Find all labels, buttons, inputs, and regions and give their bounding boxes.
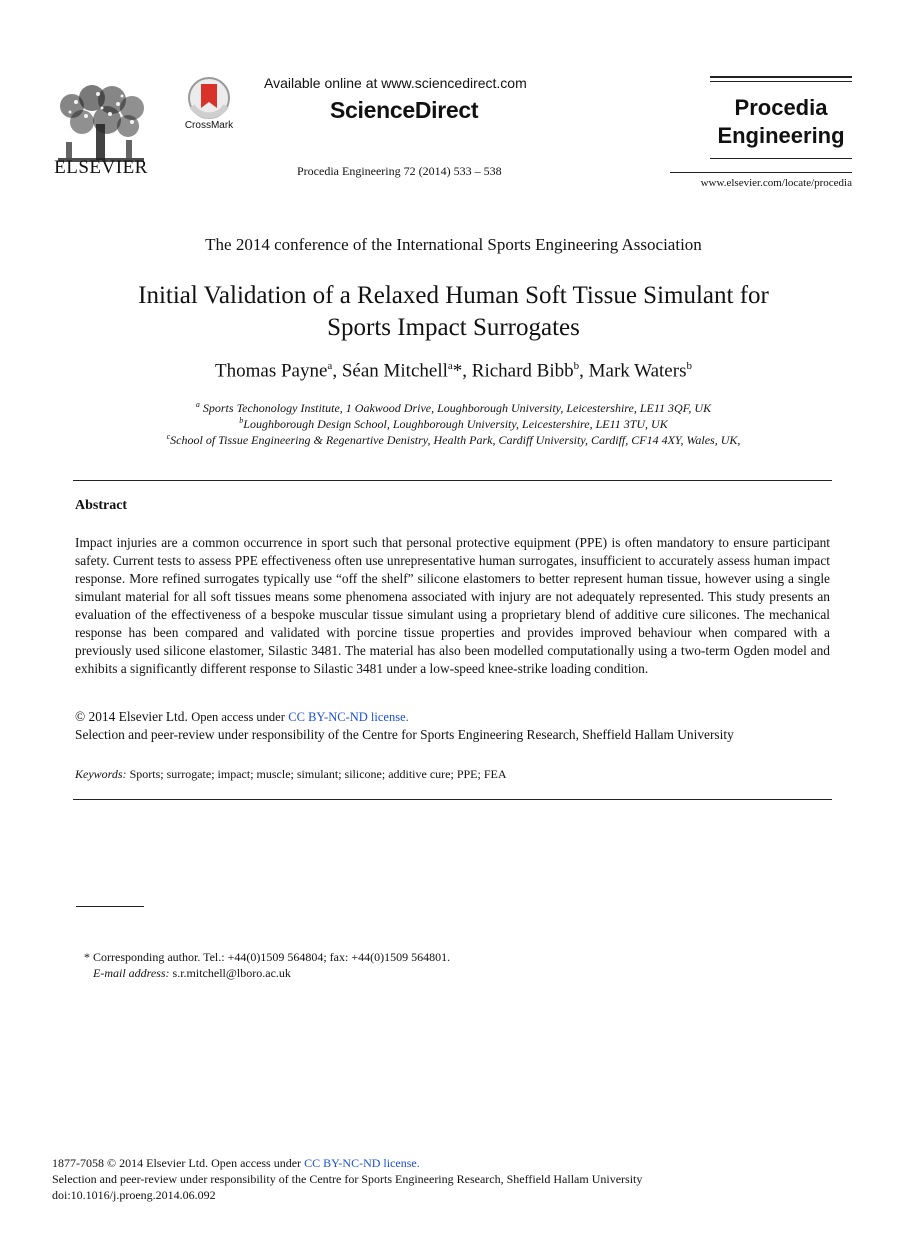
journal-reference: Procedia Engineering 72 (2014) 533 – 538 — [297, 164, 502, 178]
available-online-text: Available online at www.sciencedirect.com — [264, 75, 527, 91]
author-name: Séan Mitchell — [341, 360, 448, 382]
journal-rule — [670, 172, 852, 173]
issn-text: 1877-7058 © 2014 Elsevier Ltd. Open access under — [52, 1156, 302, 1170]
affiliation-mark: c — [166, 432, 171, 441]
corresponding-author-mark: * — [452, 360, 463, 382]
affiliation-mark: a — [195, 400, 200, 409]
corresponding-author-note: * Corresponding author. Tel.: +44(0)1509 564804; fax: +44(0)1509 564801. — [84, 950, 451, 964]
author-name: Mark Waters — [588, 360, 687, 382]
footer-license-link[interactable]: CC BY-NC-ND license. — [304, 1156, 420, 1170]
affiliation — [0, 400, 907, 416]
keywords-label: Keywords: — [75, 767, 127, 781]
keywords-text: Sports; surrogate; impact; muscle; simulant; silicone; additive cure; PPE; FEA — [126, 767, 507, 781]
crossmark-label: CrossMark — [184, 120, 234, 131]
conference-name: The 2014 conference of the International Sports Engineering Association — [205, 235, 702, 254]
journal-rule — [710, 158, 852, 159]
affiliation-text: Loughborough Design School, Loughborough University, Leicestershire, LE11 3TU, UK — [243, 417, 668, 431]
paper-title — [60, 280, 847, 344]
affiliation-text: Sports Techonology Institute, 1 Oakwood Drive, Loughborough University, Leicestershire, LE11 3QF, UK — [199, 401, 712, 415]
section-rule — [73, 799, 832, 800]
issn-line — [52, 1156, 420, 1171]
sciencedirect-logo[interactable]: ScienceDirect — [330, 97, 479, 123]
keywords-line — [75, 767, 507, 782]
publisher-name: ELSEVIER — [54, 157, 148, 178]
journal-title-line1: Procedia — [734, 95, 828, 120]
copyright-line — [75, 709, 409, 725]
email-address[interactable]: s.r.mitchell@lboro.ac.uk — [169, 966, 291, 980]
license-link[interactable]: CC BY-NC-ND license. — [288, 710, 409, 724]
journal-title — [710, 94, 852, 150]
footnote-rule — [76, 906, 144, 907]
author-affiliation-mark: a — [447, 360, 453, 372]
email-label: E-mail address: — [93, 966, 170, 980]
author-list: Thomas Payne$^a$, Séan Mitchell$^a$*, Richard Bibb$^b$, Mark Waters$^b$ — [215, 360, 692, 382]
author-affiliation-mark: a — [327, 360, 333, 372]
email-line — [93, 966, 291, 981]
doi-link[interactable]: doi:10.1016/j.proeng.2014.06.092 — [52, 1188, 216, 1202]
affiliation-mark: b — [239, 416, 244, 425]
author-affiliation-mark: b — [686, 360, 692, 372]
author-affiliation-mark: b — [573, 360, 580, 372]
journal-url-link[interactable]: www.elsevier.com/locate/procedia — [700, 177, 852, 189]
author-name: Thomas Payne — [215, 360, 328, 382]
paper-title-line1: Initial Validation of a Relaxed Human Soft Tissue Simulant for — [138, 282, 769, 309]
journal-rule — [710, 76, 852, 78]
open-access-text: Open access under — [191, 710, 285, 724]
copyright-text: © 2014 Elsevier Ltd. — [75, 709, 188, 724]
journal-title-line2: Engineering — [717, 123, 845, 148]
abstract-body: Impact injuries are a common occurrence in sport such that personal protective equipment (PPE) is often mandatory to ensure participant safety. Current tests to assess PPE effectiveness often use unrepresentative human surrogates, insufficient to accurately assess human impact response. More refined surrogates typically use “off the shelf” silicone elastomers to better represent human tissue, however using a single simulant material for all soft tissues means some phenomena associated with injury are not adequately represented. This study presents an evaluation of the effectiveness of a bespoke muscular tissue simulant using a proprietary blend of additive cure silicones. The mechanical response has been compared and validated with porcine tissue properties and provides improved behaviour when compared with a previously used silicone elastomer, Silastic 3481. The material has also been modelled computationally using a two-term Ogden model and exhibits a significantly different response to Silastic 3481 under a low-speed knee-strike loading condition. — [75, 535, 830, 676]
footer-peer-review: Selection and peer-review under responsibility of the Centre for Sports Engineering Research, Sheffield Hallam University — [52, 1172, 643, 1186]
author-name: Richard Bibb — [471, 360, 574, 382]
journal-rule — [710, 81, 852, 82]
peer-review-statement: Selection and peer-review under responsibility of the Centre for Sports Engineering Research, Sheffield Hallam University — [75, 727, 734, 742]
paper-title-line2: Sports Impact Surrogates — [327, 314, 580, 341]
section-rule — [73, 480, 832, 481]
abstract-heading: Abstract — [75, 498, 128, 513]
affiliation — [0, 416, 907, 432]
affiliation-text: School of Tissue Engineering & Regenartive Denistry, Health Park, Cardiff University, Cardiff, CF14 4XY, Wales, UK, — [170, 433, 741, 447]
affiliation — [0, 432, 907, 448]
